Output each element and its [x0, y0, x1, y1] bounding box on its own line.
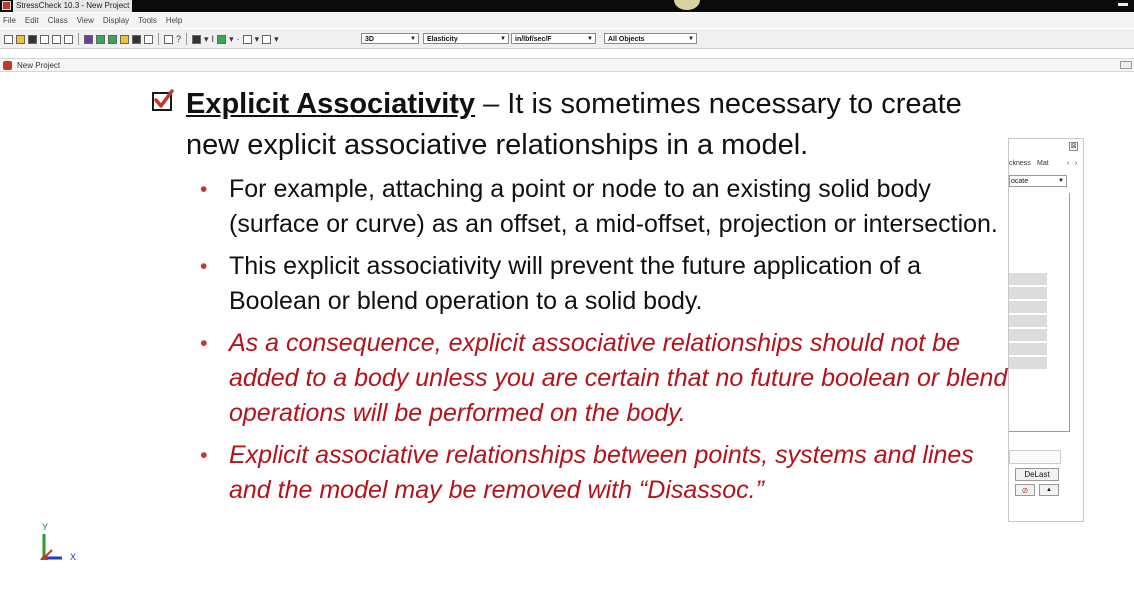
parameters-icon[interactable] — [108, 35, 117, 44]
chevron-right-icon[interactable]: › — [1075, 160, 1078, 167]
text-cursor-icon[interactable]: I — [211, 34, 215, 44]
units-select[interactable] — [511, 33, 596, 44]
dropdown-arrow-icon[interactable]: ▾ — [229, 34, 234, 44]
chevron-down-icon: ▼ — [410, 36, 416, 42]
y-axis-label: Y — [42, 522, 49, 532]
cursor-highlight — [674, 0, 700, 10]
project-tab-bar — [0, 58, 1134, 72]
bullet-item: • This explicit associativity will prevent the future application of a Boolean or blend operation to a solid body. — [200, 249, 1010, 319]
open-folder-icon[interactable] — [16, 35, 25, 44]
menu-tools[interactable]: Tools — [138, 16, 157, 25]
new-file-icon[interactable] — [4, 35, 13, 44]
node-icon[interactable] — [243, 35, 252, 44]
dropdown-arrow-icon[interactable]: ▾ — [204, 34, 209, 44]
parameter-list — [1009, 193, 1070, 432]
help-icon[interactable]: ? — [176, 34, 182, 44]
title-bar — [0, 0, 1134, 12]
method-select[interactable] — [1009, 175, 1067, 187]
list-item[interactable] — [1009, 343, 1047, 356]
heading-text — [186, 84, 996, 166]
bullet-item: • As a consequence, explicit associative relationships should not be added to a body unless you are certain that no future boolean or blend operations will be performed on the body. — [200, 326, 1010, 431]
menu-display[interactable]: Display — [102, 16, 130, 25]
solve-icon[interactable] — [144, 35, 153, 44]
close-icon[interactable]: ⊠ — [1070, 143, 1077, 150]
toolbar-icons — [4, 33, 279, 45]
units-value: in/lbf/sec/F — [515, 36, 552, 43]
list-item[interactable] — [1009, 301, 1047, 314]
project-icon — [3, 61, 12, 70]
value-field[interactable] — [1009, 450, 1061, 464]
x-axis-label: X — [70, 552, 77, 562]
arrow-up-icon[interactable]: ▲ — [1039, 484, 1059, 496]
menu-help[interactable]: Help — [165, 16, 183, 25]
toolbar-separator — [186, 33, 187, 45]
geometry-icon[interactable] — [84, 35, 93, 44]
bullet-item: • For example, attaching a point or node to an existing solid body (surface or curve) as an offset, a mid-offset, projection or intersection. — [200, 172, 1010, 242]
stop-icon[interactable]: ⊘ — [1015, 484, 1035, 496]
analysis-select[interactable] — [423, 33, 509, 44]
tab-thickness[interactable]: ckness — [1009, 160, 1031, 167]
side-tabs — [1009, 158, 1085, 170]
view-icon[interactable] — [262, 35, 271, 44]
point-icon[interactable]: · — [236, 34, 240, 44]
menu-class[interactable]: Class — [47, 16, 68, 25]
bullet-item: • Explicit associative relationships between points, systems and lines and the model may be removed with “Disassoc.” — [200, 438, 1010, 508]
toolbar — [0, 29, 1134, 49]
tree-icon[interactable] — [164, 35, 173, 44]
heading-title: Explicit Associativity — [186, 88, 476, 120]
bullet-list — [200, 172, 1010, 515]
chevron-down-icon: ▼ — [587, 36, 593, 42]
chevron-down-icon: ▼ — [500, 36, 506, 42]
checkmark-icon — [152, 88, 174, 110]
dropdown-arrow-icon[interactable]: ▾ — [254, 34, 260, 44]
list-item[interactable] — [1009, 273, 1047, 286]
method-value: ocate — [1011, 178, 1029, 185]
list-item[interactable] — [1009, 287, 1047, 300]
toolbar-separator — [158, 33, 159, 45]
window-title: StressCheck 10.3 - New Project — [13, 0, 132, 12]
axis-triad-icon — [36, 522, 82, 564]
shape-icon[interactable] — [217, 35, 226, 44]
menu-file[interactable]: File — [3, 16, 16, 25]
load-icon[interactable] — [132, 35, 141, 44]
menu-edit[interactable]: Edit — [24, 16, 39, 25]
menu-view[interactable]: View — [76, 16, 94, 25]
chevron-down-icon: ▼ — [1058, 178, 1064, 184]
toolbar-separator — [78, 33, 79, 45]
list-item[interactable] — [1009, 329, 1047, 342]
print-preview-icon[interactable] — [52, 35, 61, 44]
menu-bar — [0, 13, 1134, 28]
checkbox-icon — [152, 92, 172, 111]
dimension-value: 3D — [365, 36, 374, 43]
app-icon — [2, 1, 11, 10]
minimize-icon[interactable] — [1118, 3, 1128, 6]
analysis-value: Elasticity — [427, 36, 458, 43]
dimension-select[interactable] — [361, 33, 419, 44]
objects-value: All Objects — [608, 36, 645, 43]
mesh-icon[interactable] — [96, 35, 105, 44]
heading-rest: – It is sometimes necessary to create new explicit associative relationships in a model. — [186, 88, 962, 161]
tab-material[interactable]: Mat — [1037, 160, 1049, 167]
tab-new-project[interactable]: New Project — [17, 61, 61, 70]
delast-button[interactable]: DeLast — [1015, 468, 1059, 481]
collapse-button[interactable] — [1120, 61, 1132, 69]
side-panel — [1008, 138, 1084, 522]
line-icon[interactable] — [192, 35, 201, 44]
material-icon[interactable] — [120, 35, 129, 44]
objects-select[interactable] — [604, 33, 697, 44]
list-item[interactable] — [1009, 315, 1047, 328]
chevron-down-icon: ▼ — [688, 36, 694, 42]
list-item[interactable] — [1009, 357, 1047, 370]
save-icon[interactable] — [28, 35, 37, 44]
copy-icon[interactable] — [64, 35, 73, 44]
dropdown-arrow-icon[interactable]: ▾ — [274, 34, 279, 44]
chevron-left-icon[interactable]: ‹ — [1067, 160, 1070, 167]
print-icon[interactable] — [40, 35, 49, 44]
